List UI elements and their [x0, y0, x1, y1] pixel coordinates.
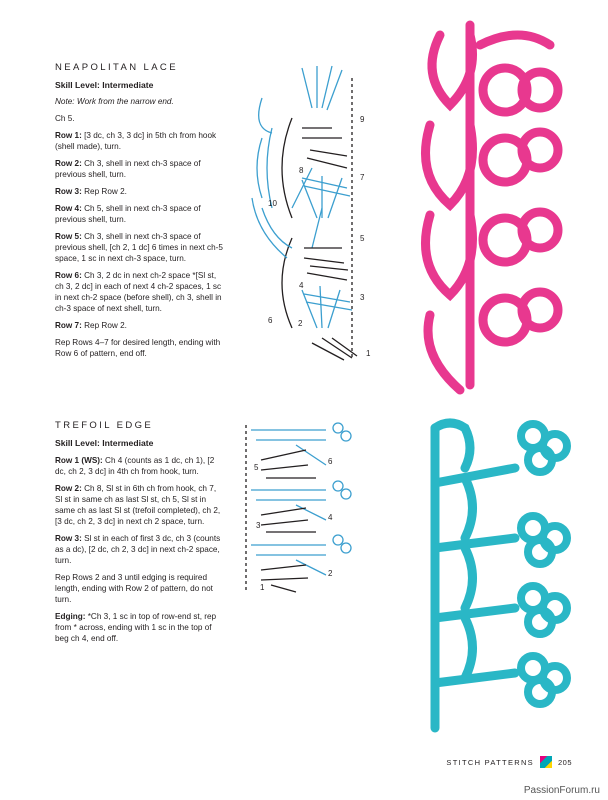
napolitan-row-text: Ch 3, shell in next ch-3 space of previous shell, turn.	[55, 159, 201, 179]
page-number: 205	[557, 757, 572, 767]
trefoil-paragraph	[55, 572, 225, 605]
napolitan-paragraph	[55, 130, 225, 152]
trefoil-row-number: 6	[328, 457, 333, 466]
napolitan-row-label: Row 1:	[55, 131, 82, 140]
neapolitan-row-number: 1	[366, 349, 371, 358]
page-footer	[446, 756, 572, 768]
neapolitan-row-number: 5	[360, 234, 365, 243]
watermark: PassionForum.ru	[523, 785, 600, 796]
napolitan-row-label: Row 7:	[55, 321, 82, 330]
trefoil-row-text: Ch 4 (counts as 1 dc, ch 1), [2 dc, ch 2, 3 dc] in 4th ch from hook, turn.	[55, 456, 215, 476]
napolitan-paragraph	[55, 158, 225, 180]
napolitan-row-text: Ch 5.	[55, 114, 75, 123]
trefoil-row-label: Row 3:	[55, 534, 82, 543]
napolitan-paragraph	[55, 203, 225, 225]
trefoil-paragraph	[55, 483, 225, 527]
napolitan-row-label: Row 6:	[55, 271, 82, 280]
napolitan-row-text: Rep Row 2.	[81, 187, 127, 196]
neapolitan-row-number: 6	[268, 316, 273, 325]
napolitan-row-label: Row 5:	[55, 232, 82, 241]
neapolitan-row-number: 2	[298, 319, 303, 328]
neapolitan-row-number: 7	[360, 173, 365, 182]
napolitan-row-text: Ch 5, shell in next ch-3 space of previous shell, turn.	[55, 204, 201, 224]
neapolitan-section	[55, 62, 225, 365]
trefoil-edge-photo	[405, 418, 580, 738]
napolitan-row-text: Rep Row 2.	[81, 321, 127, 330]
trefoil-row-label: Row 1 (WS):	[55, 456, 103, 465]
napolitan-row-text: Ch 3, 2 dc in next ch-2 space *[Sl st, ch 3, 2 dc] in each of next 4 ch-2 spaces, 1 sc in next ch-2 space (before shell), ch 3, shell in ch-3 space of next shell, turn.	[55, 271, 222, 313]
neapolitan-row-number: 8	[299, 166, 304, 175]
napolitan-paragraph	[55, 337, 225, 359]
napolitan-paragraph	[55, 270, 225, 314]
neapolitan-diagram	[232, 58, 382, 368]
trefoil-row-text: Sl st in each of first 3 dc, ch 3 (counts as a dc), [2 dc, ch 2, 3 dc] in next ch-2 space, turn.	[55, 534, 221, 565]
trefoil-row-text: *Ch 3, 1 sc in top of row-end st, rep from * across, ending with 1 sc in the top of beg ch 4, end off.	[55, 612, 217, 643]
neapolitan-row-number: 10	[268, 199, 277, 208]
trefoil-row-label: Row 2:	[55, 484, 82, 493]
napolitan-paragraph	[55, 186, 225, 197]
trefoil-section	[55, 420, 225, 650]
napolitan-row-label: Row 4:	[55, 204, 82, 213]
trefoil-paragraph	[55, 533, 225, 566]
trefoil-row-number: 3	[256, 521, 261, 530]
trefoil-row-number: 1	[260, 583, 265, 592]
napolitan-paragraph	[55, 113, 225, 124]
trefoil-row-label: Edging:	[55, 612, 86, 621]
trefoil-title: TREFOIL EDGE	[55, 420, 154, 431]
trefoil-instructions	[55, 455, 225, 644]
trefoil-row-text: Ch 8, Sl st in 6th ch from hook, ch 7, Sl st in same ch as last Sl st, ch 5, Sl st in same ch as last Sl st (trefoil completed), ch 2, [3 dc, ch 2, 3 dc] in next ch 2 space, turn.	[55, 484, 221, 526]
napolitan-row-label: Row 3:	[55, 187, 82, 196]
neapolitan-skill-level: Skill Level: Intermediate	[55, 80, 154, 90]
napolitan-row-label: Row 2:	[55, 159, 82, 168]
trefoil-row-number: 4	[328, 513, 333, 522]
neapolitan-row-number: 3	[360, 293, 365, 302]
neapolitan-lace-photo	[410, 15, 570, 395]
napolitan-paragraph	[55, 320, 225, 331]
napolitan-row-text: Ch 3, shell in next ch-3 space of previous shell, [ch 2, 1 dc] 6 times in next ch-5 space, 1 sc in next ch-3 space, turn.	[55, 232, 223, 263]
trefoil-row-number: 5	[254, 463, 259, 472]
neapolitan-title: NEAPOLITAN LACE	[55, 62, 178, 73]
trefoil-row-number: 2	[328, 569, 333, 578]
trefoil-paragraph	[55, 611, 225, 644]
trefoil-diagram	[236, 420, 386, 595]
trefoil-skill-level: Skill Level: Intermediate	[55, 438, 154, 448]
napolitan-row-text: Rep Rows 4–7 for desired length, ending with Row 6 of pattern, end off.	[55, 338, 221, 358]
neapolitan-row-number: 4	[299, 281, 304, 290]
footer-square-icon	[540, 756, 552, 768]
napolitan-row-text: [3 dc, ch 3, 3 dc] in 5th ch from hook (shell made), turn.	[55, 131, 217, 151]
napolitan-paragraph	[55, 231, 225, 264]
neapolitan-instructions	[55, 113, 225, 359]
footer-section: STITCH PATTERNS	[446, 757, 534, 767]
trefoil-paragraph	[55, 455, 225, 477]
trefoil-row-text: Rep Rows 2 and 3 until edging is required length, ending with Row 2 of pattern, do not turn.	[55, 573, 213, 604]
neapolitan-row-number: 9	[360, 115, 365, 124]
neapolitan-note: Note: Work from the narrow end.	[55, 97, 174, 106]
